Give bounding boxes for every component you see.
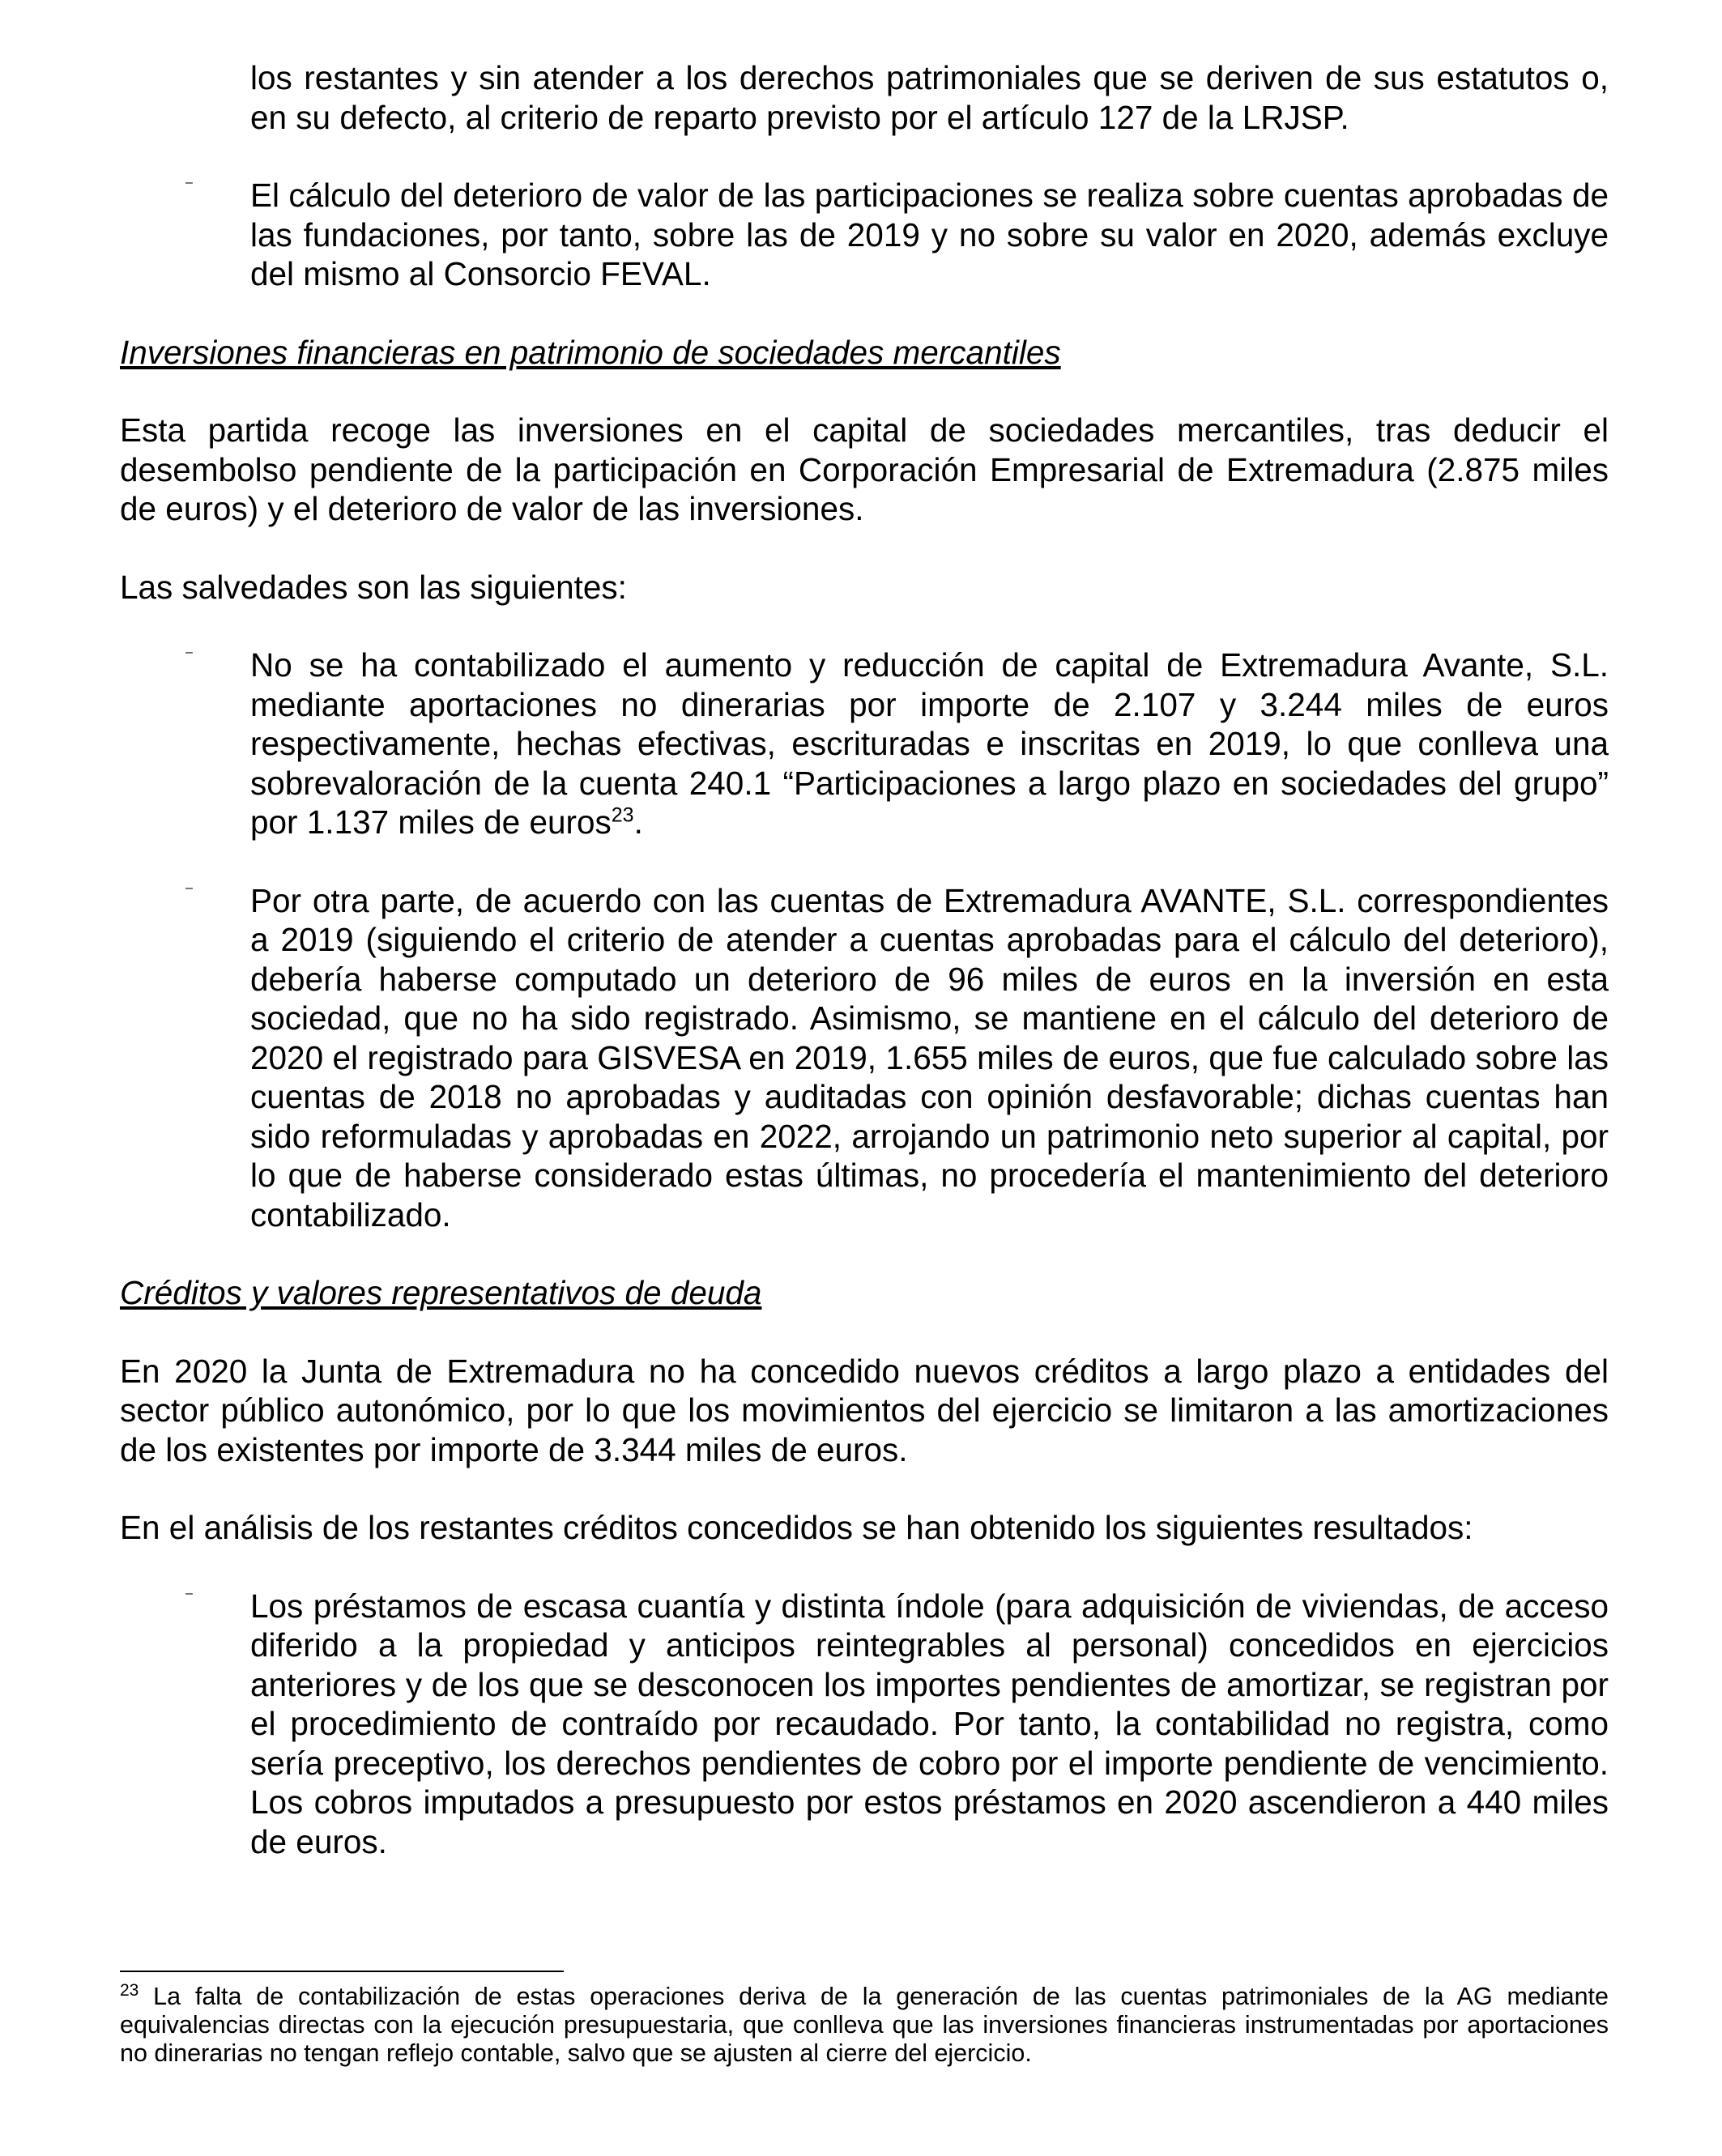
bullet-text: Los préstamos de escasa cuantía y distinta índole (para adquisición de viviendas, de acceso diferido a la propiedad y anticipos reintegrables al personal) concedidos en ejercicios anteriores y de los que se desconocen los importes pendientes de amortizar, se registran por el procedimiento de contraído por recaudado. Por tanto, la contabilidad no registra, como sería preceptivo, los derechos pendientes de cobro por el importe pendiente de vencimiento. Los cobros imputados a presupuesto por estos préstamos en 2020 ascendieron a 440 miles de euros. bbox=[250, 1587, 1609, 1860]
footnote-text: La falta de contabilización de estas operaciones deriva de la generación de las cuentas patrimoniales de la AG mediante equivalencias directas con la ejecución presupuestaria, que conlleva que las inversiones financieras instrumentadas por aportaciones no dinerarias no tengan reflejo contable, salvo que se ajusten al cierre del ejercicio. bbox=[120, 1983, 1609, 2067]
bullet-text-end: . bbox=[633, 803, 643, 841]
paragraph-analisis: En el análisis de los restantes créditos concedidos se han obtenido los siguientes resultados: bbox=[120, 1509, 1473, 1546]
paragraph-partida: Esta partida recoge las inversiones en el capital de sociedades mercantiles, tras deducir el desembolso pendiente de la participación en Corporación Empresarial de Extremadura (2.875 miles de euros) y el deterioro de valor de las inversiones. bbox=[120, 411, 1609, 527]
dash-bullet: – bbox=[185, 176, 193, 190]
dash-bullet: – bbox=[185, 880, 193, 895]
section-heading-inversiones-mercantiles: Inversiones financieras en patrimonio de sociedades mercantiles bbox=[120, 333, 1061, 371]
dash-bullet: – bbox=[185, 1586, 193, 1600]
paragraph-continuation: los restantes y sin atender a los derechos patrimoniales que se deriven de sus estatutos o, en su defecto, al criterio de reparto previsto por el artículo 127 de la LRJSP. bbox=[250, 59, 1609, 136]
document-body bbox=[120, 58, 1609, 1861]
section-heading-creditos: Créditos y valores representativos de deuda bbox=[120, 1274, 762, 1311]
footnote-number: 23 bbox=[120, 1980, 139, 2000]
footnote-separator bbox=[120, 1971, 564, 1972]
bullet-item-prestamos bbox=[185, 1586, 1609, 1862]
bullet-item-avante-capital bbox=[185, 646, 1609, 842]
bullet-text: Por otra parte, de acuerdo con las cuentas de Extremadura AVANTE, S.L. correspondientes a 2019 (siguiendo el criterio de atender a cuentas aprobadas para el cálculo del deterioro), debería haberse computado un deterioro de 96 miles de euros en la inversión en esta sociedad, que no ha sido registrado. Asimismo, se mantiene en el cálculo del deterioro de 2020 el registrado para GISVESA en 2019, 1.655 miles de euros, que fue calculado sobre las cuentas de 2018 no aprobadas y auditadas con opinión desfavorable; dichas cuentas han sido reformuladas y aprobadas en 2022, arrojando un patrimonio neto superior al capital, por lo que de haberse considerado estas últimas, no procedería el mantenimiento del deterioro contabilizado. bbox=[250, 881, 1609, 1234]
paragraph-creditos-2020: En 2020 la Junta de Extremadura no ha concedido nuevos créditos a largo plazo a entidades del sector público autonómico, por lo que los movimientos del ejercicio se limitaron a las amortizaciones de los existentes por importe de 3.344 miles de euros. bbox=[120, 1352, 1609, 1468]
footnote bbox=[120, 1980, 1609, 2068]
bullet-item-deterioro-fundaciones bbox=[185, 176, 1609, 294]
footnote-reference: 23 bbox=[611, 803, 634, 827]
bullet-text-body: No se ha contabilizado el aumento y reducción de capital de Extremadura Avante, S.L. mediante aportaciones no dinerarias por importe de 2.107 y 3.244 miles de euros respectivamente, hechas efectivas, escrituradas e inscritas en 2019, lo que conlleva una sobrevaloración de la cuenta 240.1 “Participaciones a largo plazo en sociedades del grupo” por 1.137 miles de euros bbox=[250, 646, 1609, 841]
dash-bullet: – bbox=[185, 646, 193, 659]
bullet-item-avante-deterioro bbox=[185, 880, 1609, 1235]
bullet-text: El cálculo del deterioro de valor de las participaciones se realiza sobre cuentas aprobadas de las fundaciones, por tanto, sobre las de 2019 y no sobre su valor en 2020, además excluye del mismo al Consorcio FEVAL. bbox=[250, 177, 1609, 292]
bullet-text bbox=[250, 646, 1609, 842]
paragraph-salvedades: Las salvedades son las siguientes: bbox=[120, 568, 627, 606]
